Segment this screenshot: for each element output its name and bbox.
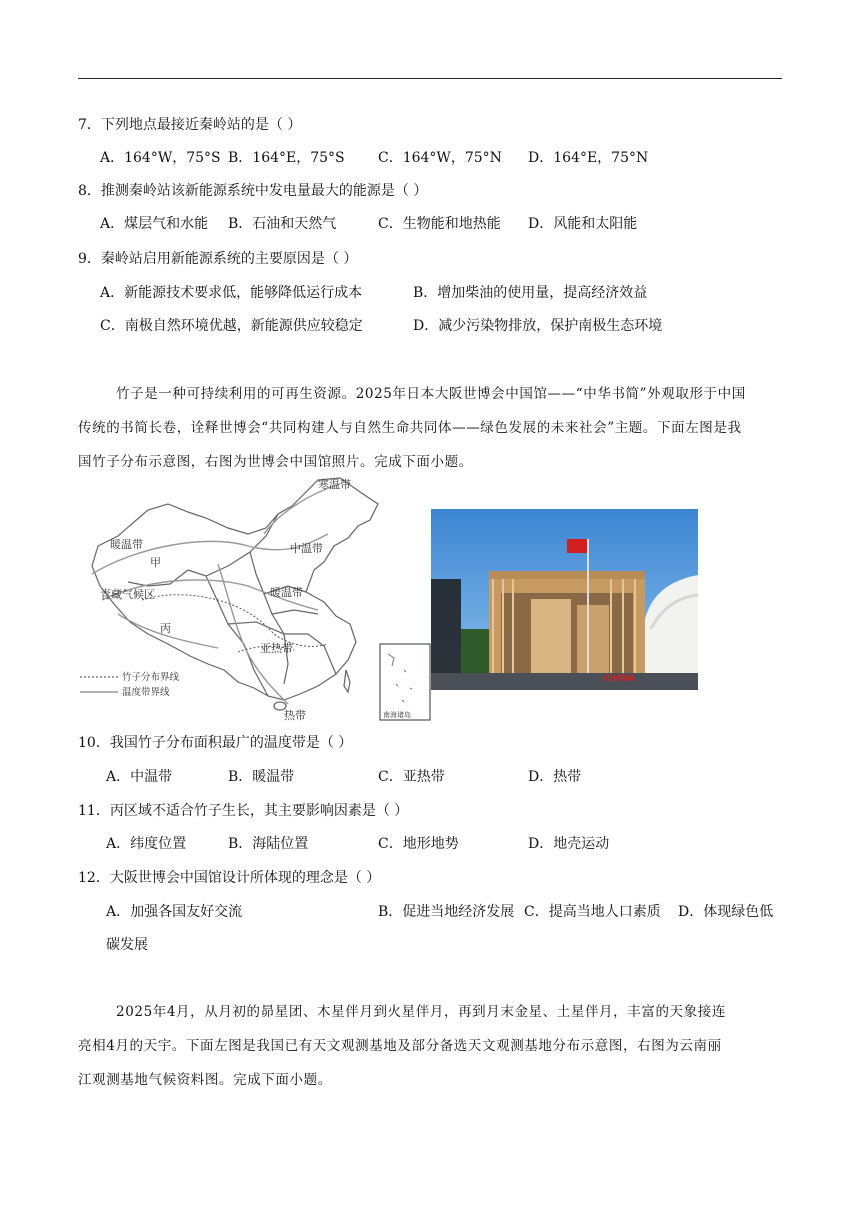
inset-label: 南海诸岛 [383,711,411,719]
q12-option-c: C．提高当地人口素质 [524,904,661,920]
question-7: 7．下列地点最接近秦岭站的是（ ） [78,117,302,133]
q10-option-b: B．暖温带 [228,769,295,785]
passage-bamboo-line-2: 传统的书简长卷，诠释世博会“共同构建人与自然生命共同体——绿色发展的未来社会”主题。下面左图是我 [78,420,742,436]
q8-option-c: C．生物能和地热能 [378,216,501,232]
q11-option-c: C．地形地势 [378,836,459,852]
label-subtropical: 亚热带 [260,642,293,655]
q7-option-b: B．164°E，75°S [228,150,345,166]
question-9: 9．秦岭站启用新能源系统的主要原因是（ ） [78,251,358,267]
q11-option-d: D．地壳运动 [528,836,610,852]
passage-astro-line-1: 2025年4月，从月初的昴星团、木星伴月到火星伴月，再到月末金星、土星伴月，丰富的天象接连 [116,1004,726,1020]
passage-astro-line-2: 亮相4月的天宇。下面左图是我国已有天文观测基地及部分备选天文观测基地分布示意图，右图为云南丽 [78,1038,722,1054]
q9-option-d: D．减少污染物排放，保护南极生态环境 [413,318,663,334]
q7-option-d: D．164°E，75°N [528,150,649,166]
question-10: 10．我国竹子分布面积最广的温度带是（ ） [78,735,353,751]
label-cold-temperate: 寒温带 [318,478,351,491]
china-pavilion-photo [431,509,698,690]
passage-bamboo-line-1: 竹子是一种可持续利用的可再生资源。2025年日本大阪世博会中国馆——“中华书简”外观取形于中国 [116,386,746,402]
question-8: 8．推测秦岭站该新能源系统中发电量最大的能源是（ ） [78,183,428,199]
header-rule [78,78,782,79]
label-warm-temperate-north: 暖温带 [110,538,143,551]
q11-option-a: A．纬度位置 [106,836,187,852]
q12-option-a: A．加强各国友好交流 [106,904,243,920]
bamboo-distribution-map [78,474,433,724]
q8-option-a: A．煤层气和水能 [100,216,209,232]
legend-temp: 温度带界线 [122,687,170,698]
label-tropical: 热带 [284,709,306,722]
q8-option-d: D．风能和太阳能 [528,216,638,232]
q12-option-d: D．体现绿色低 [678,904,774,920]
label-jia: 甲 [150,556,161,569]
passage-bamboo-line-3: 国竹子分布示意图，右图为世博会中国馆照片。完成下面小题。 [78,454,473,470]
photo-sign-text: CHINA [603,674,635,684]
label-qingzang: 青藏气候区 [100,588,155,601]
q7-option-a: A．164°W，75°S [100,150,221,166]
q12-option-b: B．促进当地经济发展 [378,904,515,920]
south-china-sea-inset [380,644,430,720]
q10-option-d: D．热带 [528,769,582,785]
question-12: 12．大阪世博会中国馆设计所体现的理念是（ ） [78,870,381,886]
q10-option-c: C．亚热带 [378,769,445,785]
label-bing: 丙 [160,622,171,635]
q12-option-d-continuation: 碳发展 [106,937,148,953]
q9-option-a: A．新能源技术要求低，能够降低运行成本 [100,285,363,301]
passage-astro-line-3: 江观测基地气候资料图。完成下面小题。 [78,1072,332,1088]
legend-bamboo: 竹子分布界线 [122,672,180,683]
q9-option-c: C．南极自然环境优越，新能源供应较稳定 [100,318,363,334]
q9-option-b: B．增加柴油的使用量，提高经济效益 [413,285,648,301]
q11-option-b: B．海陆位置 [228,836,309,852]
q7-option-c: C．164°W，75°N [378,150,502,166]
question-11: 11．丙区域不适合竹子生长，其主要影响因素是（ ） [78,803,409,819]
q10-option-a: A．中温带 [106,769,173,785]
label-warm-temperate: 暖温带 [270,586,303,599]
q8-option-b: B．石油和天然气 [228,216,337,232]
label-mid-temperate: 中温带 [290,542,323,555]
